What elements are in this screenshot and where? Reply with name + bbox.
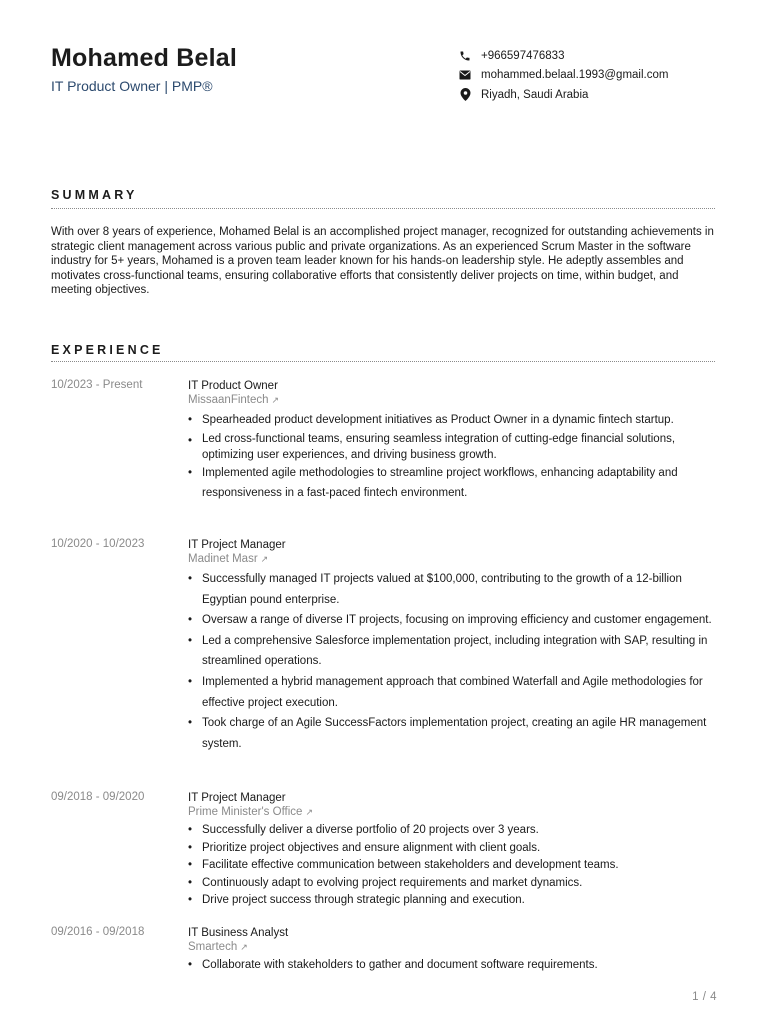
company-name: Prime Minister's Office (188, 806, 303, 818)
job-bullet: • Oversaw a range of diverse IT projects, focusing on improving efficiency and customer engagement. (188, 614, 712, 627)
external-link-icon: ↗ (271, 395, 280, 405)
job-bullet: • Led a comprehensive Salesforce implementation project, including integration with SAP, resulting in streamlined operations. (188, 634, 708, 668)
experience-heading: EXPERIENCE (51, 343, 164, 357)
job-company[interactable] (188, 393, 715, 407)
job-company[interactable] (188, 805, 715, 819)
location-text: Riyadh, Saudi Arabia (481, 88, 589, 101)
job-bullet: • Prioritize project objectives and ensure alignment with client goals. (188, 841, 541, 854)
job-bullet: • Continuously adapt to evolving project requirements and market dynamics. (188, 876, 583, 889)
candidate-headline: IT Product Owner | PMP® (51, 78, 213, 94)
candidate-name: Mohamed Belal (51, 44, 237, 72)
job-title: IT Business Analyst (188, 927, 289, 939)
job-bullet: • Successfully managed IT projects valued at $100,000, contributing to the growth of a 12-billion Egyptian pound enterprise. (188, 573, 682, 606)
experience-divider (51, 361, 715, 362)
phone-icon (458, 49, 472, 63)
company-name: Madinet Masr (188, 553, 258, 565)
external-link-icon: ↗ (240, 942, 248, 952)
job-dates: 09/2016 - 09/2018 (51, 926, 145, 938)
job-dates: 10/2023 - Present (51, 379, 143, 391)
job-bullet: • Collaborate with stakeholders to gather and document software requirements. (188, 959, 598, 971)
company-name: MissaanFintech (188, 394, 269, 406)
job-dates: 09/2018 - 09/2020 (51, 791, 145, 803)
job-company[interactable] (188, 940, 715, 954)
job-company[interactable] (188, 552, 715, 566)
job-bullet: • Drive project success through strategic planning and execution. (188, 894, 525, 907)
job-dates: 10/2020 - 10/2023 (51, 538, 145, 550)
job-bullet: • Facilitate effective communication between stakeholders and development teams. (188, 859, 619, 872)
envelope-icon (458, 68, 472, 82)
contact-email[interactable] (458, 66, 738, 86)
job-bullet: • Implemented a hybrid management approach that combined Waterfall and Agile methodologies for effective project execution. (188, 675, 703, 709)
summary-divider (51, 208, 715, 209)
contact-phone[interactable] (458, 46, 738, 66)
job-bullet: • Implemented agile methodologies to streamline project workflows, enhancing adaptability and responsiveness in a fast-paced fintech environment. (188, 466, 678, 500)
job-bullet: • Took charge of an Agile SuccessFactors implementation project, creating an agile HR management system. (188, 717, 707, 750)
phone-text: +966597476833 (481, 49, 565, 62)
page-number: 1 / 4 (692, 991, 717, 1003)
contact-location (458, 85, 738, 105)
job-title: IT Project Manager (188, 539, 286, 551)
external-link-icon: ↗ (305, 807, 313, 817)
contact-block (458, 46, 738, 105)
external-link-icon: ↗ (260, 554, 269, 564)
summary-text: With over 8 years of experience, Mohamed Belal is an accomplished project manager, recognized for outstanding achievements in strategic client management across various public and private organizations. As an experienced Scrum Master in the software industry for 5+ years, Mohamed is a proven team leader known for his hands-on leadership style. He adeptly assembles and motivates cross-functional teams, ensuring collaborative efforts that consistently deliver projects on time, within budget, and meeting objectives. (51, 226, 714, 297)
job-title: IT Product Owner (188, 380, 278, 392)
company-name: Smartech (188, 941, 238, 953)
job-title: IT Project Manager (188, 792, 286, 804)
job-bullet: • Led cross-functional teams, ensuring seamless integration of cutting-edge financial solutions, optimizing user experiences, and driving business growth. (188, 432, 676, 461)
summary-heading: SUMMARY (51, 188, 138, 202)
email-text: mohammed.belaal.1993@gmail.com (481, 69, 669, 82)
map-pin-icon (458, 88, 472, 102)
job-bullet: • Successfully deliver a diverse portfolio of 20 projects over 3 years. (188, 824, 539, 836)
job-bullet: • Spearheaded product development initiatives as Product Owner in a dynamic fintech startup. (188, 414, 674, 426)
